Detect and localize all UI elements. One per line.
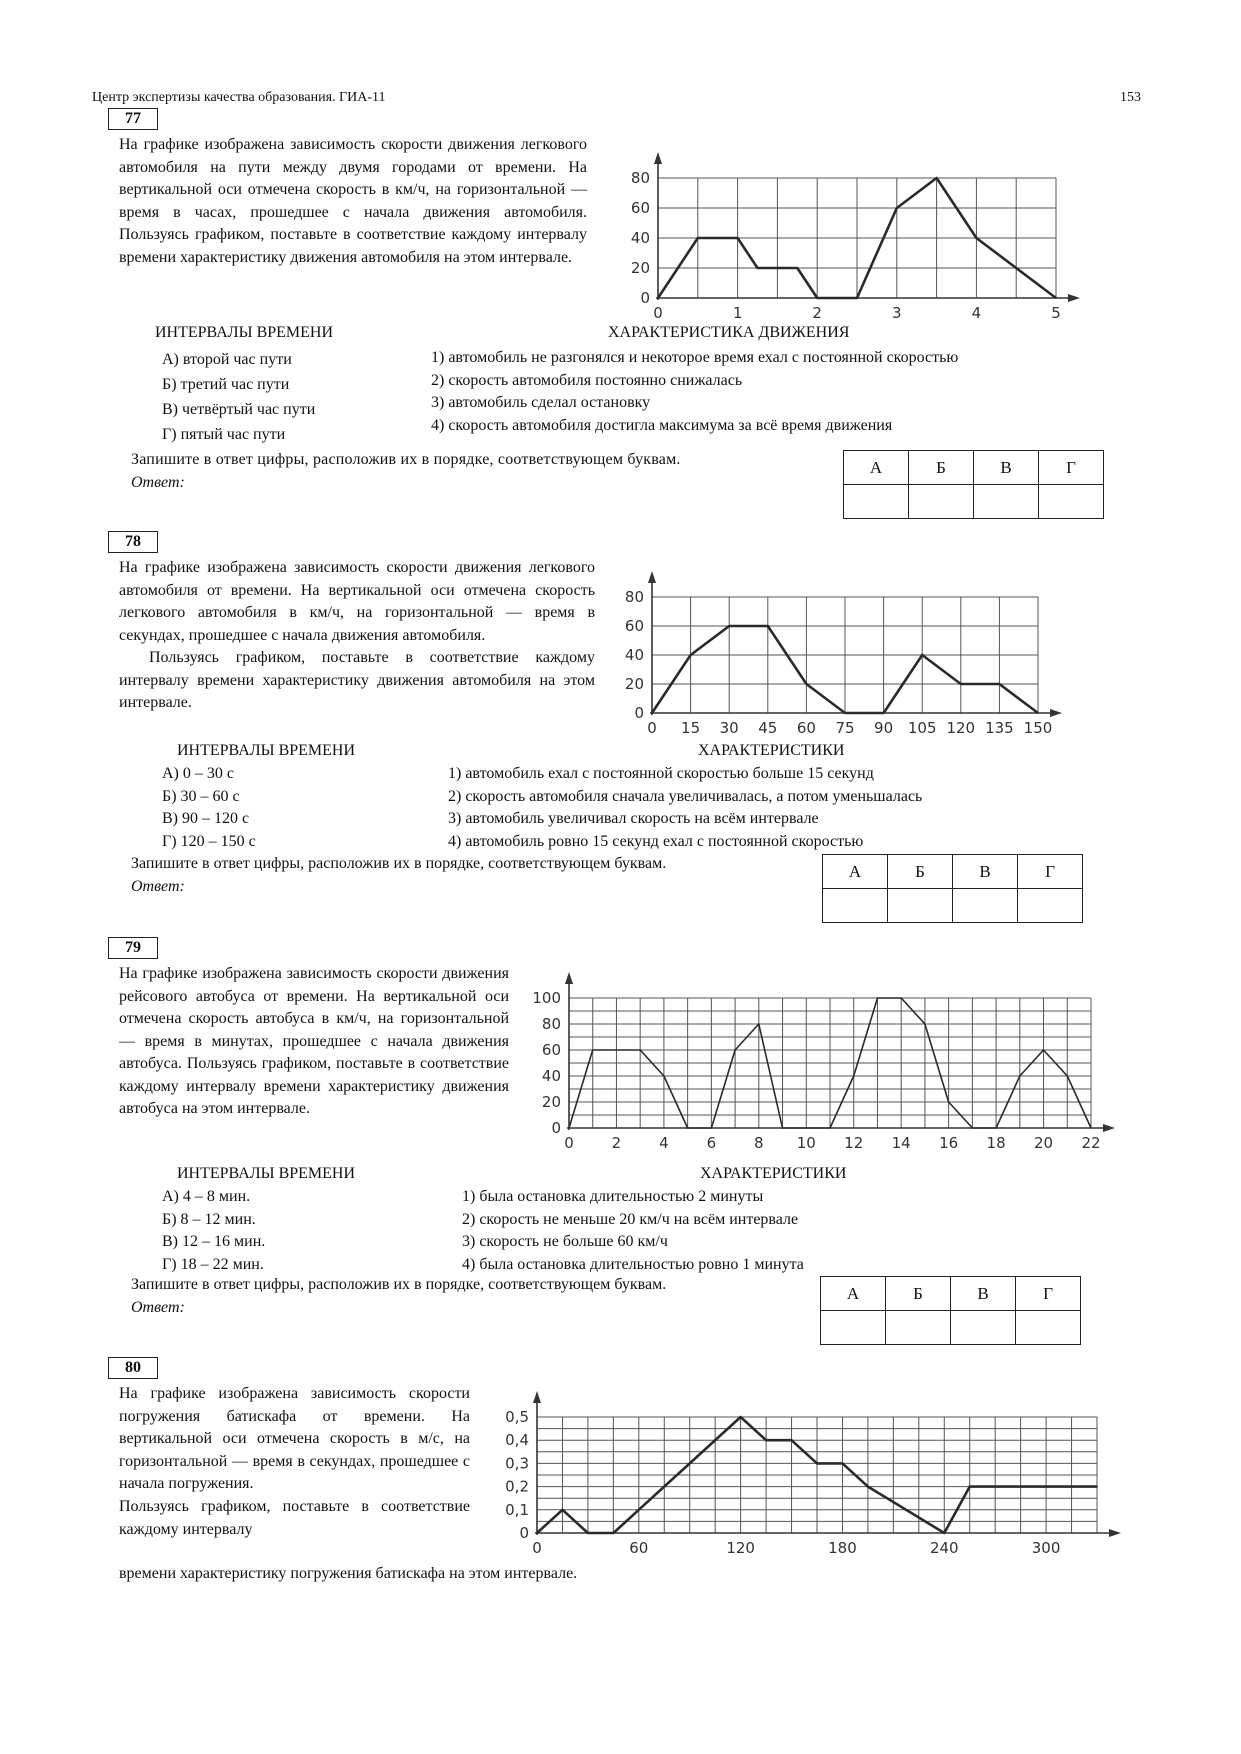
answer-label: Ответ: [131,1299,185,1316]
data-point [740,1416,742,1418]
x-tick-label: 240 [929,1539,959,1557]
y-tick-label: 60 [630,199,650,217]
data-point [1096,1486,1098,1488]
characteristics-list [462,1186,804,1276]
answer-table [843,450,1104,519]
interval-item: Г) пятый час пути [162,426,286,443]
characteristic-item: 3) автомобиль сделал остановку [431,394,651,411]
data-point [697,237,699,239]
data-point [1037,712,1039,714]
chart-77-speed-vs-time [600,140,1120,330]
interval-item: Г) 120 – 150 с [162,832,256,850]
x-tick-label: 22 [1081,1134,1101,1152]
answer-cell-a[interactable] [821,1311,886,1345]
data-point [924,1023,926,1025]
x-tick-label: 20 [1033,1134,1054,1152]
data-point [663,1075,665,1077]
interval-item: А) 4 – 8 мин. [162,1188,251,1205]
data-point [728,625,730,627]
data-point [842,1463,844,1465]
interval-item: В) четвёртый час пути [162,401,316,418]
y-tick-label: 0,4 [505,1431,529,1450]
x-tick-label: 4 [659,1134,669,1152]
y-tick-label: 0,1 [505,1500,529,1519]
description-paragraph: На графике изображена зависимость скорости движения легкового автомобиля от времени. На вертикальной оси отмечена скорость легкового автомобиля в км/ч, на горизонтальной — время в секундах, прошедшее с начала движения автомобиля. [119,559,595,644]
data-point [1066,1075,1068,1077]
x-tick-label: 2 [611,1134,622,1152]
data-point [782,1127,784,1129]
x-axis-arrow [1109,1529,1121,1537]
x-tick-label: 300 [1031,1539,1061,1557]
y-tick-label: 40 [624,646,644,664]
answer-cell-v[interactable] [953,889,1018,923]
answer-header-v: В [951,1277,1016,1311]
x-tick-label: 1 [732,304,743,322]
task-description-tail [119,1563,819,1586]
answer-label: Ответ: [131,474,185,491]
intervals-title: ИНТЕРВАЛЫ ВРЕМЕНИ [177,742,356,759]
answer-header-b: Б [888,855,953,889]
y-tick-label: 80 [624,588,644,606]
task-number: 80 [108,1357,158,1379]
task-description [119,1383,470,1496]
characteristics-title: ХАРАКТЕРИСТИКИ [700,1165,847,1182]
data-point [536,1532,538,1534]
y-tick-label: 0,3 [505,1454,529,1473]
answer-cell-a[interactable] [823,889,888,923]
chart-grid [569,998,1091,1128]
answer-cell-b[interactable] [909,485,974,519]
interval-item: Г) 18 – 22 мин. [162,1255,264,1273]
data-point [1055,297,1057,299]
data-point [844,712,846,714]
x-tick-label: 5 [1051,304,1061,322]
characteristic-item: 3) автомобиль увеличивал скорость на всём интервале [448,810,819,827]
data-point [943,1532,945,1534]
answer-header-a: А [844,451,909,485]
x-tick-label: 12 [844,1134,864,1152]
answer-header-g: Г [1016,1277,1081,1311]
answer-instruction: Запишите в ответ цифры, расположив их в порядке, соответствующем буквам. [131,1276,667,1293]
y-tick-label: 0,5 [505,1408,529,1426]
data-point [867,1486,869,1488]
description-paragraph: На графике изображена зависимость скорости погружения батискафа от времени. На вертикальной оси отмечена скорость в м/с, на горизонтальной — время в секундах, прошедшее с начала погружения. [119,1385,470,1492]
characteristic-item: 2) скорость автомобиля сначала увеличивалась, а потом уменьшалась [448,787,923,805]
characteristic-item: 1) была остановка длительностью 2 минуты [462,1188,764,1205]
answer-cell-g[interactable] [1018,889,1083,923]
interval-item: Б) 30 – 60 с [162,787,240,805]
y-tick-label: 60 [541,1041,561,1059]
y-tick-label: 40 [541,1067,561,1085]
characteristics-list [448,763,922,853]
y-tick-label: 0 [634,704,644,722]
data-point [896,207,898,209]
x-tick-label: 14 [891,1134,911,1152]
data-point [969,1486,971,1488]
data-point [816,1463,818,1465]
x-tick-label: 3 [892,304,902,322]
data-point [856,297,858,299]
x-tick-label: 120 [726,1539,755,1557]
x-tick-label: 0 [647,719,657,737]
characteristic-item: 4) скорость автомобиля достигла максимума за всё время движения [431,416,893,434]
x-tick-label: 0 [532,1539,542,1557]
answer-header-a: А [823,855,888,889]
task-description [119,134,587,269]
data-point [999,683,1001,685]
x-tick-label: 60 [796,719,816,737]
y-axis-arrow [565,972,573,984]
intervals-title: ИНТЕРВАЛЫ ВРЕМЕНИ [177,1165,356,1182]
data-point [995,1127,997,1129]
answer-header-v: В [974,451,1039,485]
chart-79-speed-vs-time [525,970,1125,1160]
answer-table [820,1276,1081,1345]
intervals-list [162,763,256,853]
chart-80-speed-vs-time [485,1388,1125,1563]
chart-axes [648,571,1062,717]
intervals-list [162,347,315,447]
data-point [711,1127,713,1129]
answer-cell-g[interactable] [1039,485,1104,519]
answer-cell-b[interactable] [886,1311,951,1345]
x-tick-label: 6 [706,1134,717,1152]
description-paragraph: Пользуясь графиком, поставьте в соответствие каждому интервалу времени характеристику движения автомобиля на этом интервале. [119,649,595,711]
characteristics-title: ХАРАКТЕРИСТИКИ [698,742,845,759]
x-tick-label: 0 [564,1134,574,1152]
answer-header-b: Б [909,451,974,485]
y-tick-label: 20 [624,675,644,693]
task-number: 79 [108,937,158,959]
answer-label: Ответ: [131,878,185,895]
x-tick-label: 105 [907,719,937,737]
intervals-title: ИНТЕРВАЛЫ ВРЕМЕНИ [155,324,334,341]
answer-header-b: Б [886,1277,951,1311]
answer-instruction: Запишите в ответ цифры, расположив их в порядке, соответствующем буквам. [131,855,667,872]
chart-grid [537,1417,1097,1533]
data-point [734,1049,736,1051]
data-point [806,683,808,685]
y-tick-label: 0 [551,1119,561,1137]
task-description [119,963,509,1121]
answer-header-g: Г [1018,855,1083,889]
y-tick-label: 20 [541,1093,561,1111]
x-tick-label: 120 [946,719,976,737]
data-point [900,997,902,999]
page-number: 153 [1120,90,1141,105]
x-tick-label: 45 [758,719,778,737]
x-tick-label: 150 [1023,719,1053,737]
characteristic-item: 3) скорость не больше 60 км/ч [462,1233,668,1250]
x-tick-label: 30 [719,719,739,737]
x-tick-label: 75 [835,719,855,737]
answer-header-g: Г [1039,451,1104,485]
data-point [737,237,739,239]
characteristic-item: 1) автомобиль ехал с постоянной скоростью больше 15 секунд [448,765,874,782]
data-point [960,683,962,685]
x-tick-label: 135 [985,719,1014,737]
interval-item: В) 90 – 120 с [162,810,250,827]
y-axis-arrow [533,1391,541,1403]
data-point [568,1127,570,1129]
y-tick-label: 80 [630,169,650,187]
answer-cell-a[interactable] [844,485,909,519]
page-header-left: Центр экспертизы качества образования. ГИА-11 [92,90,386,105]
data-point [562,1509,564,1511]
y-tick-label: 20 [630,259,650,277]
answer-header-v: В [953,855,1018,889]
task-number: 77 [108,108,158,130]
x-tick-label: 10 [796,1134,816,1152]
data-point [765,1439,767,1441]
interval-item: Б) третий час пути [162,376,290,393]
data-point [1019,1075,1021,1077]
interval-item: В) 12 – 16 мин. [162,1233,266,1250]
y-tick-label: 40 [630,229,650,247]
answer-table [822,854,1083,923]
chart-axes [565,972,1115,1132]
task-number: 78 [108,531,158,553]
y-tick-label: 0 [519,1524,529,1542]
answer-cell-g[interactable] [1016,1311,1081,1345]
interval-item: Б) 8 – 12 мин. [162,1210,256,1228]
x-tick-label: 16 [939,1134,959,1152]
y-axis-arrow [654,152,662,164]
characteristic-item: 2) скорость автомобиля постоянно снижалась [431,371,743,389]
data-point [972,1127,974,1129]
x-axis-arrow [1068,294,1080,302]
x-tick-label: 18 [986,1134,1006,1152]
x-tick-label: 60 [629,1539,649,1557]
task-description [119,557,595,715]
data-point [853,1075,855,1077]
data-point [690,654,692,656]
characteristics-title: ХАРАКТЕРИСТИКА ДВИЖЕНИЯ [608,324,850,341]
data-point [767,625,769,627]
x-tick-label: 4 [971,304,982,322]
answer-cell-v[interactable] [951,1311,1016,1345]
chart-78-speed-vs-time [606,565,1126,745]
data-point [816,297,818,299]
x-tick-label: 0 [653,304,663,322]
answer-cell-v[interactable] [974,485,1039,519]
y-tick-label: 0 [640,289,650,307]
y-tick-label: 0,2 [505,1477,529,1496]
data-point [791,1439,793,1441]
interval-item: А) 0 – 30 с [162,765,234,782]
answer-instruction: Запишите в ответ цифры, расположив их в порядке, соответствующем буквам. [131,451,681,468]
data-point [936,177,938,179]
data-point [948,1101,950,1103]
characteristic-item: 2) скорость не меньше 20 км/ч на всём интервале [462,1210,799,1228]
y-axis-arrow [648,571,656,583]
x-tick-label: 15 [681,719,701,737]
data-point [877,997,879,999]
data-point [758,1023,760,1025]
data-point [639,1049,641,1051]
y-tick-label: 80 [541,1015,561,1033]
characteristics-list [431,347,958,437]
data-point [613,1532,615,1534]
y-tick-label: 60 [624,617,644,635]
description-paragraph: На графике изображена зависимость скорости движения легкового автомобиля на пути между двумя городами от времени. На вертикальной оси отмечена скорость в км/ч, на горизонтальной — время в часах, прошедшее с начала движения автомобиля. Пользуясь графиком, поставьте в соответствие каждому интервалу времени характеристику движения автомобиля на этом интервале. [119,136,587,266]
characteristic-item: 4) была остановка длительностью ровно 1 минута [462,1255,804,1273]
description-paragraph: Пользуясь графиком, поставьте в соответствие каждому интервалу [119,1498,470,1538]
description-paragraph: На графике изображена зависимость скорости движения рейсового автобуса от времени. На вертикальной оси отмечена скорость автобуса в км/ч, на горизонтальной — время в минутах, прошедшее с начала движения автобуса. Пользуясь графиком, поставьте в соответствие каждому интервалу времени характеристику движения автобуса на этом интервале. [119,965,509,1117]
answer-header-a: А [821,1277,886,1311]
data-point [592,1049,594,1051]
data-point [921,654,923,656]
data-point [1015,267,1017,269]
x-tick-label: 180 [828,1539,857,1557]
data-point [1090,1127,1092,1129]
x-tick-label: 2 [812,304,822,322]
y-tick-label: 100 [532,989,561,1007]
data-point [687,1127,689,1129]
data-point [657,297,659,299]
characteristic-item: 1) автомобиль не разгонялся и некоторое время ехал с постоянной скоростью [431,349,959,366]
x-tick-label: 8 [754,1134,764,1152]
data-point [651,712,653,714]
chart-grid [652,597,1038,713]
data-point [587,1532,589,1534]
data-point [829,1127,831,1129]
data-point [1043,1049,1045,1051]
data-point [976,237,978,239]
intervals-list [162,1186,265,1276]
task-description-continued [119,1496,470,1541]
interval-item: А) второй час пути [162,351,292,368]
data-point [883,712,885,714]
x-axis-arrow [1103,1124,1115,1132]
description-paragraph: времени характеристику погружения батискафа на этом интервале. [119,1565,578,1582]
characteristic-item: 4) автомобиль ровно 15 секунд ехал с постоянной скоростью [448,832,864,850]
data-point [757,267,759,269]
x-tick-label: 90 [874,719,894,737]
x-axis-arrow [1050,709,1062,717]
data-point [797,267,799,269]
answer-cell-b[interactable] [888,889,953,923]
